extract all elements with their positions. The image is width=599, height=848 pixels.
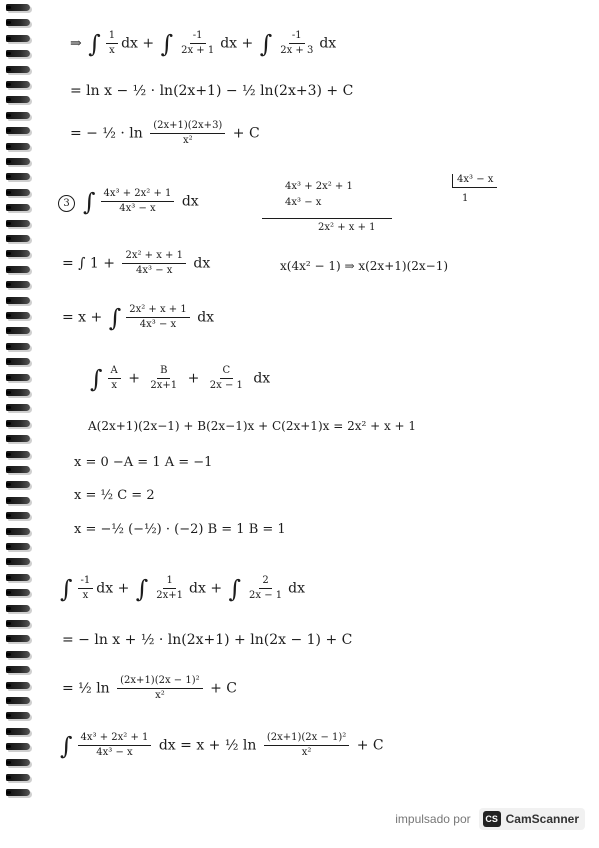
integral-sign: ∫	[259, 29, 273, 58]
fraction	[122, 250, 186, 277]
spiral-coil	[6, 404, 30, 411]
spiral-coil	[6, 743, 30, 750]
denominator: x²	[301, 747, 312, 758]
final-answer	[58, 732, 384, 759]
fraction	[126, 304, 190, 331]
fraction	[117, 675, 202, 702]
numerator: 4x³ + 2x² + 1	[78, 732, 152, 746]
spiral-binding	[0, 0, 40, 848]
numerator: 4x³ + 2x² + 1	[101, 188, 175, 202]
camscanner-logo-icon: CS	[483, 811, 501, 827]
spiral-coil	[6, 235, 30, 242]
numerator: 1	[163, 575, 175, 589]
spiral-coil	[6, 19, 30, 26]
spiral-coil	[6, 759, 30, 766]
integral-sign: ∫	[135, 574, 149, 603]
spiral-coil	[6, 327, 30, 334]
numerator: (2x+1)(2x − 1)²	[117, 675, 202, 689]
integral-sign: ∫	[60, 574, 73, 603]
fraction	[78, 732, 152, 759]
spiral-coil	[6, 250, 30, 257]
fraction	[153, 575, 186, 602]
numerator: 2x² + x + 1	[126, 304, 190, 318]
spiral-coil	[6, 374, 30, 381]
spiral-coil	[6, 220, 30, 227]
denominator: 4x³ − x	[136, 265, 173, 276]
dx-label: dx	[121, 35, 138, 52]
denominator: 2x + 3	[280, 45, 314, 56]
spiral-coil	[6, 358, 30, 365]
spiral-coil	[6, 112, 30, 119]
denominator: 4x³ − x	[96, 747, 133, 758]
spiral-coil	[6, 605, 30, 612]
camscanner-watermark	[395, 808, 585, 830]
dx-label: dx	[253, 370, 271, 387]
result-line-1: = − ln x + ½ · ln(2x+1) + ln(2x − 1) + C	[62, 632, 353, 648]
math-line-4	[62, 250, 210, 277]
line-suffix: + C	[232, 125, 260, 142]
spiral-coil	[6, 635, 30, 642]
division-rule	[262, 218, 392, 219]
case-x-half: x = ½ C = 2	[74, 488, 155, 503]
spiral-coil	[6, 620, 30, 627]
spiral-coil	[6, 158, 30, 165]
math-line-2: = ln x − ½ · ln(2x+1) − ½ ln(2x+3) + C	[70, 83, 354, 99]
denominator: x	[109, 45, 115, 56]
line-prefix: = ∫ 1 +	[62, 255, 116, 272]
implies-symbol: ⇒	[70, 35, 82, 52]
spiral-coil	[6, 420, 30, 427]
spiral-coil	[6, 528, 30, 535]
integral-sign: ∫	[88, 29, 101, 58]
spiral-coil	[6, 297, 30, 304]
denominator: 2x+1	[156, 590, 184, 601]
problem-number: 3	[58, 195, 75, 212]
fraction	[78, 575, 94, 602]
math-line-1	[70, 30, 336, 57]
dx-label: dx	[319, 35, 337, 52]
fraction	[264, 732, 349, 759]
spiral-coil	[6, 543, 30, 550]
line-suffix: + C	[356, 737, 384, 754]
spiral-coil	[6, 682, 30, 689]
case-x-zero: x = 0 −A = 1 A = −1	[74, 455, 213, 470]
spiral-coil	[6, 574, 30, 581]
spiral-coil	[6, 96, 30, 103]
denominator: 2x − 1	[249, 590, 283, 601]
denominator: x	[82, 590, 89, 601]
dx-label: dx	[197, 309, 215, 326]
spiral-coil	[6, 143, 30, 150]
spiral-coil	[6, 466, 30, 473]
denominator: 2x+1	[150, 380, 178, 391]
numerator: -1	[78, 575, 94, 589]
spiral-coil	[6, 712, 30, 719]
dx-label: dx	[220, 35, 238, 52]
math-line-5	[62, 304, 214, 331]
numerator: (2x+1)(2x − 1)²	[264, 732, 349, 746]
factorization: x(4x² − 1) ⇒ x(2x+1)(2x−1)	[280, 259, 449, 273]
numerator: C	[220, 365, 234, 379]
numerator: -1	[289, 30, 305, 44]
denominator: x²	[155, 690, 165, 701]
spiral-coil	[6, 281, 30, 288]
numerator: 1	[106, 30, 118, 44]
spiral-coil	[6, 774, 30, 781]
integral-sum: ∫ $\frac{-1}{x}$ dx + ∫ $\frac{1}{2x+1}$ dx + ∫ $\frac{2}{2x - 1}$ dx	[60, 574, 306, 603]
case-x-neg-half: x = −½ (−½) · (−2) B = 1 B = 1	[74, 522, 286, 537]
fraction	[150, 120, 225, 147]
dx-label: dx	[96, 580, 114, 597]
integral-sign: ∫	[160, 29, 174, 58]
fraction	[108, 365, 121, 392]
numerator: 2x² + x + 1	[122, 250, 186, 264]
division-remainder: 2x² + x + 1	[318, 222, 376, 233]
spiral-coil	[6, 697, 30, 704]
final-middle: dx = x + ½ ln	[158, 737, 257, 754]
fraction	[277, 30, 316, 57]
denominator: 2x + 1	[181, 45, 215, 56]
dx-label: dx	[189, 580, 206, 597]
denominator: x	[111, 380, 117, 391]
partial-fraction-setup: ∫ $\frac{A}{x}$ + $\frac{B}{2x+1}$ + $\frac{C}{2x - 1}$ dx	[90, 364, 271, 393]
numerator: A	[108, 365, 121, 379]
line-suffix: + C	[210, 680, 237, 697]
spiral-coil	[6, 451, 30, 458]
dx-label: dx	[181, 193, 199, 210]
denominator: x²	[182, 135, 193, 146]
division-dividend: 4x³ + 2x² + 1	[285, 181, 353, 192]
fraction	[101, 188, 175, 215]
plus-sign: +	[142, 35, 155, 52]
spiral-coil	[6, 651, 30, 658]
line-prefix: = x +	[62, 309, 103, 326]
fraction	[246, 575, 285, 602]
integral-sign: ∫	[83, 187, 96, 216]
spiral-coil	[6, 728, 30, 735]
dx-label: dx	[193, 255, 211, 272]
fraction	[178, 30, 217, 57]
numerator: -1	[190, 30, 206, 44]
division-subtrahend: 4x³ − x	[285, 197, 322, 208]
numerator: B	[157, 365, 170, 379]
line-prefix: = ½ ln	[62, 680, 110, 697]
spiral-coil	[6, 35, 30, 42]
spiral-coil	[6, 4, 30, 11]
spiral-coil	[6, 204, 30, 211]
line-prefix: = − ½ · ln	[70, 125, 143, 142]
spiral-coil	[6, 266, 30, 273]
spiral-coil	[6, 343, 30, 350]
spiral-coil	[6, 81, 30, 88]
fraction	[207, 365, 246, 392]
dx-label: dx	[288, 580, 306, 597]
spiral-coil	[6, 312, 30, 319]
integral-sign: ∫	[60, 731, 73, 760]
spiral-coil	[6, 666, 30, 673]
numerator: 2	[259, 575, 271, 589]
integral-sign: ∫	[90, 364, 103, 393]
spiral-coil	[6, 481, 30, 488]
spiral-coil	[6, 435, 30, 442]
denominator: 4x³ − x	[139, 319, 177, 330]
division-quotient: 1	[462, 193, 469, 204]
spiral-coil	[6, 789, 30, 796]
powered-by-label: impulsado por	[395, 812, 471, 826]
coefficient-equation: A(2x+1)(2x−1) + B(2x−1)x + C(2x+1)x = 2x² + x + 1	[88, 419, 417, 433]
spiral-coil	[6, 589, 30, 596]
division-divisor: 4x³ − x	[452, 174, 497, 188]
camscanner-name: CamScanner	[505, 812, 579, 826]
problem-3-statement	[58, 188, 199, 215]
spiral-coil	[6, 512, 30, 519]
spiral-coil	[6, 127, 30, 134]
fraction	[106, 30, 118, 57]
integral-sign: ∫	[108, 303, 122, 332]
spiral-coil	[6, 389, 30, 396]
spiral-coil	[6, 50, 30, 57]
result-line-2	[62, 675, 237, 702]
numerator: (2x+1)(2x+3)	[150, 120, 225, 134]
spiral-coil	[6, 497, 30, 504]
fraction	[147, 365, 180, 392]
plus-sign: +	[241, 35, 254, 52]
integral-sign: ∫	[228, 574, 242, 603]
camscanner-badge	[479, 808, 585, 830]
spiral-coil	[6, 66, 30, 73]
spiral-coil	[6, 189, 30, 196]
math-line-3	[70, 120, 260, 147]
denominator: 2x − 1	[209, 380, 243, 391]
denominator: 4x³ − x	[119, 203, 156, 214]
spiral-coil	[6, 558, 30, 565]
spiral-coil	[6, 173, 30, 180]
